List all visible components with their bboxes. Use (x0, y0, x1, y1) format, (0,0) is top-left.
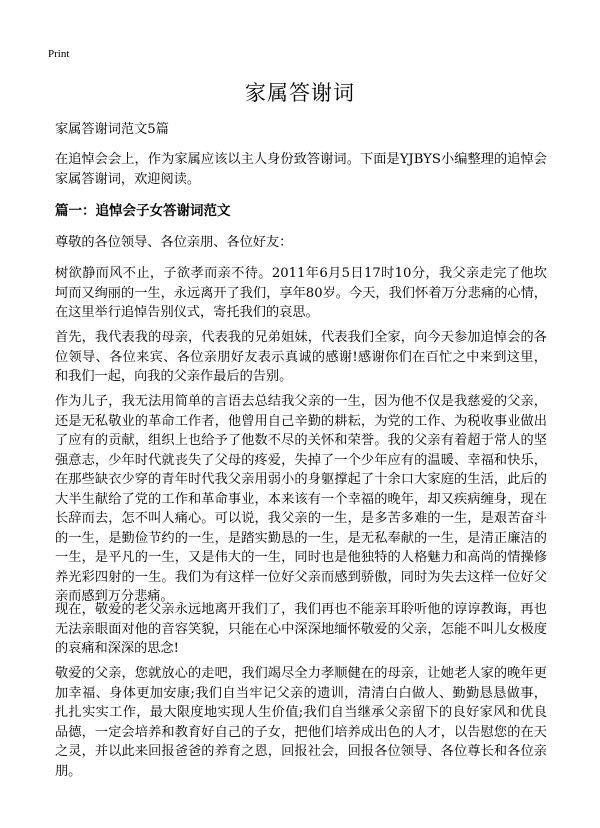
section-heading: 篇一：追悼会子女答谢词范文 (55, 203, 231, 219)
paragraph-5: 敬爱的父亲，您就放心的走吧，我们竭尽全力孝顺健在的母亲，让她老人家的晚年更加幸福、身体更加安康;我们自当牢记父亲的遗训，清清白白做人、勤勤恳恳做事，扎扎实实工作，最大限度地实现人生价值;我们自当继承父亲留下的良好家风和优良品德，一定会培养和教育好自己的子女，把他们培养成出色的人才，以告慰您的在天之灵，并以此来回报爸爸的养育之恩，回报社会，回报各位领导、各位尊长和各位亲朋。 (55, 666, 547, 779)
intro-paragraph: 在追悼会会上，作为家属应该以主人身份致答谢词。下面是YJBYS小编整理的追悼会家属答谢词，欢迎阅读。 (55, 152, 547, 187)
paragraph-3: 作为儿子，我无法用简单的言语去总结我父亲的一生，因为他不仅是我慈爱的父亲，还是无私敬业的革命工作者，他曾用自己辛勤的耕耘，为党的工作、为税收事业做出了应有的贡献，组织上也给予了他数不尽的关怀和荣誉。我的父亲有着超于常人的坚强意志，少年时代就丧失了父母的疼爱，失掉了一个少年应有的温暖、幸福和快乐，在那些缺衣少穿的青年时代我父亲用弱小的身躯撑起了十余口大家庭的生活，此后的大半生献给了党的工作和革命事业，本来该有一个幸福的晚年，却又疾病缠身，现在长辞而去，怎不叫人痛心。可以说，我父亲的一生，是多苦多难的一生，是艰苦奋斗的一生，是勤俭节约的一生，是踏实勤恳的一生，是无私奉献的一生，是清正廉洁的一生，是平凡的一生，又是伟大的一生，同时也是他独特的人格魅力和高尚的情操修养光彩四射的一生。我们为有这样一位好父亲而感到骄傲，同时为失去这样一位好父亲而感到万分悲痛。 (55, 394, 547, 604)
paragraph-1: 树欲静而风不止，子欲孝而亲不待。2011年6月5日17时10分，我父亲走完了他坎坷而又绚丽的一生，永远离开了我们，享年80岁。今天，我们怀着万分悲痛的心情，在这里举行追悼告别仪式，寄托我们的哀思。 (55, 266, 547, 320)
paragraph-salutation: 尊敬的各位领导、各位亲朋、各位好友： (55, 235, 293, 250)
paragraph-2: 首先，我代表我的母亲，代表我的兄弟姐妹，代表我们全家，向今天参加追悼会的各位领导、各位来宾、各位亲朋好友表示真诚的感谢!感谢你们在百忙之中来到这里，和我们一起，向我的父亲作最后的告别。 (55, 330, 547, 384)
subtitle: 家属答谢词范文5篇 (55, 122, 169, 137)
page-title: 家属答谢词 (245, 81, 355, 105)
print-label: Print (48, 48, 70, 60)
paragraph-4: 现在，敬爱的老父亲永远地离开我们了，我们再也不能亲耳聆听他的谆谆教诲，再也无法亲眼面对他的音容笑貌，只能在心中深深地缅怀敬爱的父亲，怎能不叫儿女极度的哀痛和深深的思念! (55, 602, 547, 656)
